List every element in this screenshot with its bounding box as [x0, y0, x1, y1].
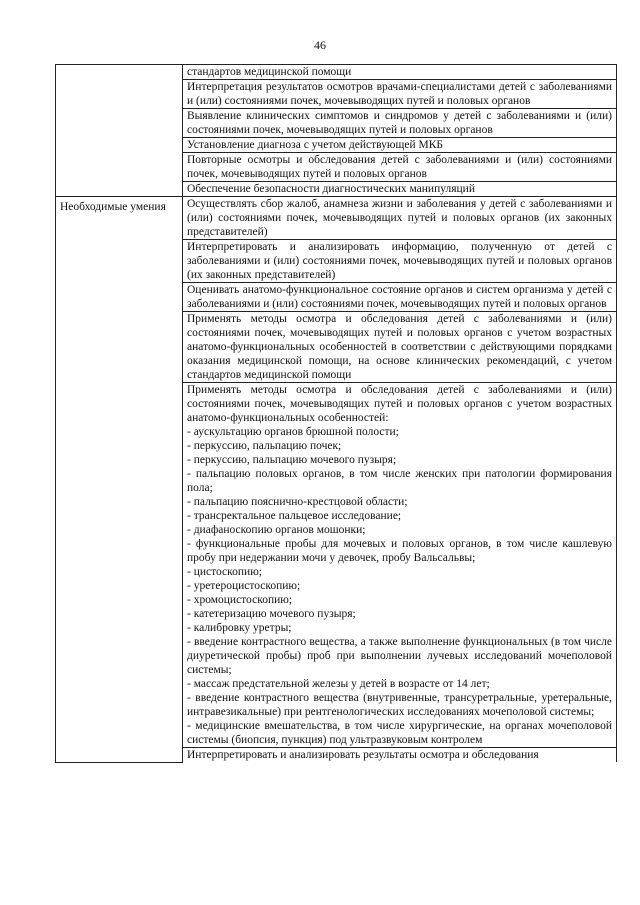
cell-text: стандартов медицинской помощи — [187, 66, 352, 78]
cell-text: Оценивать анатомо-функциональное состояние органов и систем организма у детей с заболеваниями и (или) состояниями почек, мочевыводящих путей и половых органов — [187, 284, 612, 310]
table-cell — [183, 383, 617, 748]
list-item: - аускультацию органов брюшной полости; — [187, 426, 399, 438]
table-cell — [183, 80, 617, 109]
list-item: - катетеризацию мочевого пузыря; — [187, 608, 356, 620]
cell-text: Осуществлять сбор жалоб, анамнеза жизни и заболевания у детей с заболеваниями и (или) состояниями почек, мочевыводящих путей и половых органов (их законных представителей) — [187, 198, 612, 238]
table-cell — [183, 153, 617, 182]
table-cell — [183, 197, 617, 240]
list-item: - хромоцистоскопию; — [187, 594, 293, 606]
table-cell — [183, 182, 617, 197]
table-row — [56, 65, 617, 80]
list-item: - функциональные пробы для мочевых и половых органов, в том числе кашлевую пробу при недержании мочи у девочек, пробу Вальсальвы; — [187, 538, 612, 564]
list-item: - медицинские вмешательства, в том числе хирургические, на органах мочеполовой системы (биопсия, пункция) под ультразвуковым контролем — [187, 720, 612, 746]
list-item: - перкуссию, пальпацию мочевого пузыря; — [187, 454, 397, 466]
list-item: - диафаноскопию органов мошонки; — [187, 524, 366, 536]
list-item: - трансректальное пальцевое исследование; — [187, 510, 402, 522]
table-cell — [183, 65, 617, 80]
cell-text: Обеспечение безопасности диагностических манипуляций — [187, 183, 475, 195]
list-item: - пальпацию пояснично-крестцовой области; — [187, 496, 408, 508]
list-item: - уретероцистоскопию; — [187, 580, 301, 592]
table-row — [56, 197, 617, 240]
list-item: - массаж предстательной железы у детей в возрасте от 14 лет; — [187, 678, 490, 690]
cell-text: Применять методы осмотра и обследования детей с заболеваниями и (или) состояниями почек, мочевыводящих путей и половых органов с учетом возрастных анатомо-функциональных особенностей: — [187, 384, 612, 424]
list-item: - перкуссию, пальпацию почек; — [187, 440, 342, 452]
list-item: - пальпацию половых органов, в том числе женских при патологии формирования пола; — [187, 468, 612, 494]
cell-text: Применять методы осмотра и обследования детей с заболеваниями и (или) состояниями почек, мочевыводящих путей и половых органов с учетом возрастных анатомо-функциональных особенностей в соответствии с действующими порядками оказания медицинской помощи, на основе клинических рекомендаций, с учетом стандартов медицинской помощи — [187, 313, 612, 381]
cell-text: Интерпретировать и анализировать результаты осмотра и обследования — [187, 749, 539, 761]
list-item: - введение контрастного вещества (внутривенные, трансуретральные, уретеральные, интравезикальные) при рентгенологических исследованиях мочеполовой системы; — [187, 692, 612, 718]
cell-text: Интерпретировать и анализировать информацию, полученную от детей с заболеваниями и (или) состояниями почек, мочевыводящих путей и половых органов (их законных представителей) — [187, 241, 612, 281]
table-cell — [183, 312, 617, 383]
cell-text: Установление диагноза с учетом действующей МКБ — [187, 139, 443, 151]
table-cell — [183, 109, 617, 138]
list-item: - введение контрастного вещества, а также выполнение функциональных (в том числе диуретической пробы) проб при выполнении лучевых исследований мочеполовой системы; — [187, 636, 612, 676]
cell-text: Выявление клинических симптомов и синдромов у детей с заболеваниями и (или) состояниями почек, мочевыводящих путей и половых органов — [187, 110, 612, 136]
row-label-empty — [56, 65, 183, 197]
competency-table — [55, 64, 617, 763]
table-cell — [183, 748, 617, 763]
table-cell — [183, 240, 617, 283]
cell-text: Интерпретация результатов осмотров врачами-специалистами детей с заболеваниями и (или) состояниями почек, мочевыводящих путей и половых органов — [187, 81, 612, 107]
cell-text: Повторные осмотры и обследования детей с заболеваниями и (или) состояниями почек, мочевыводящих путей и половых органов — [187, 154, 612, 180]
table-cell — [183, 283, 617, 312]
list-item: - цистоскопию; — [187, 566, 262, 578]
list-item: - калибровку уретры; — [187, 622, 292, 634]
page-number: 46 — [314, 38, 326, 52]
table-cell — [183, 138, 617, 153]
row-label-skills: Необходимые умения — [56, 197, 183, 763]
